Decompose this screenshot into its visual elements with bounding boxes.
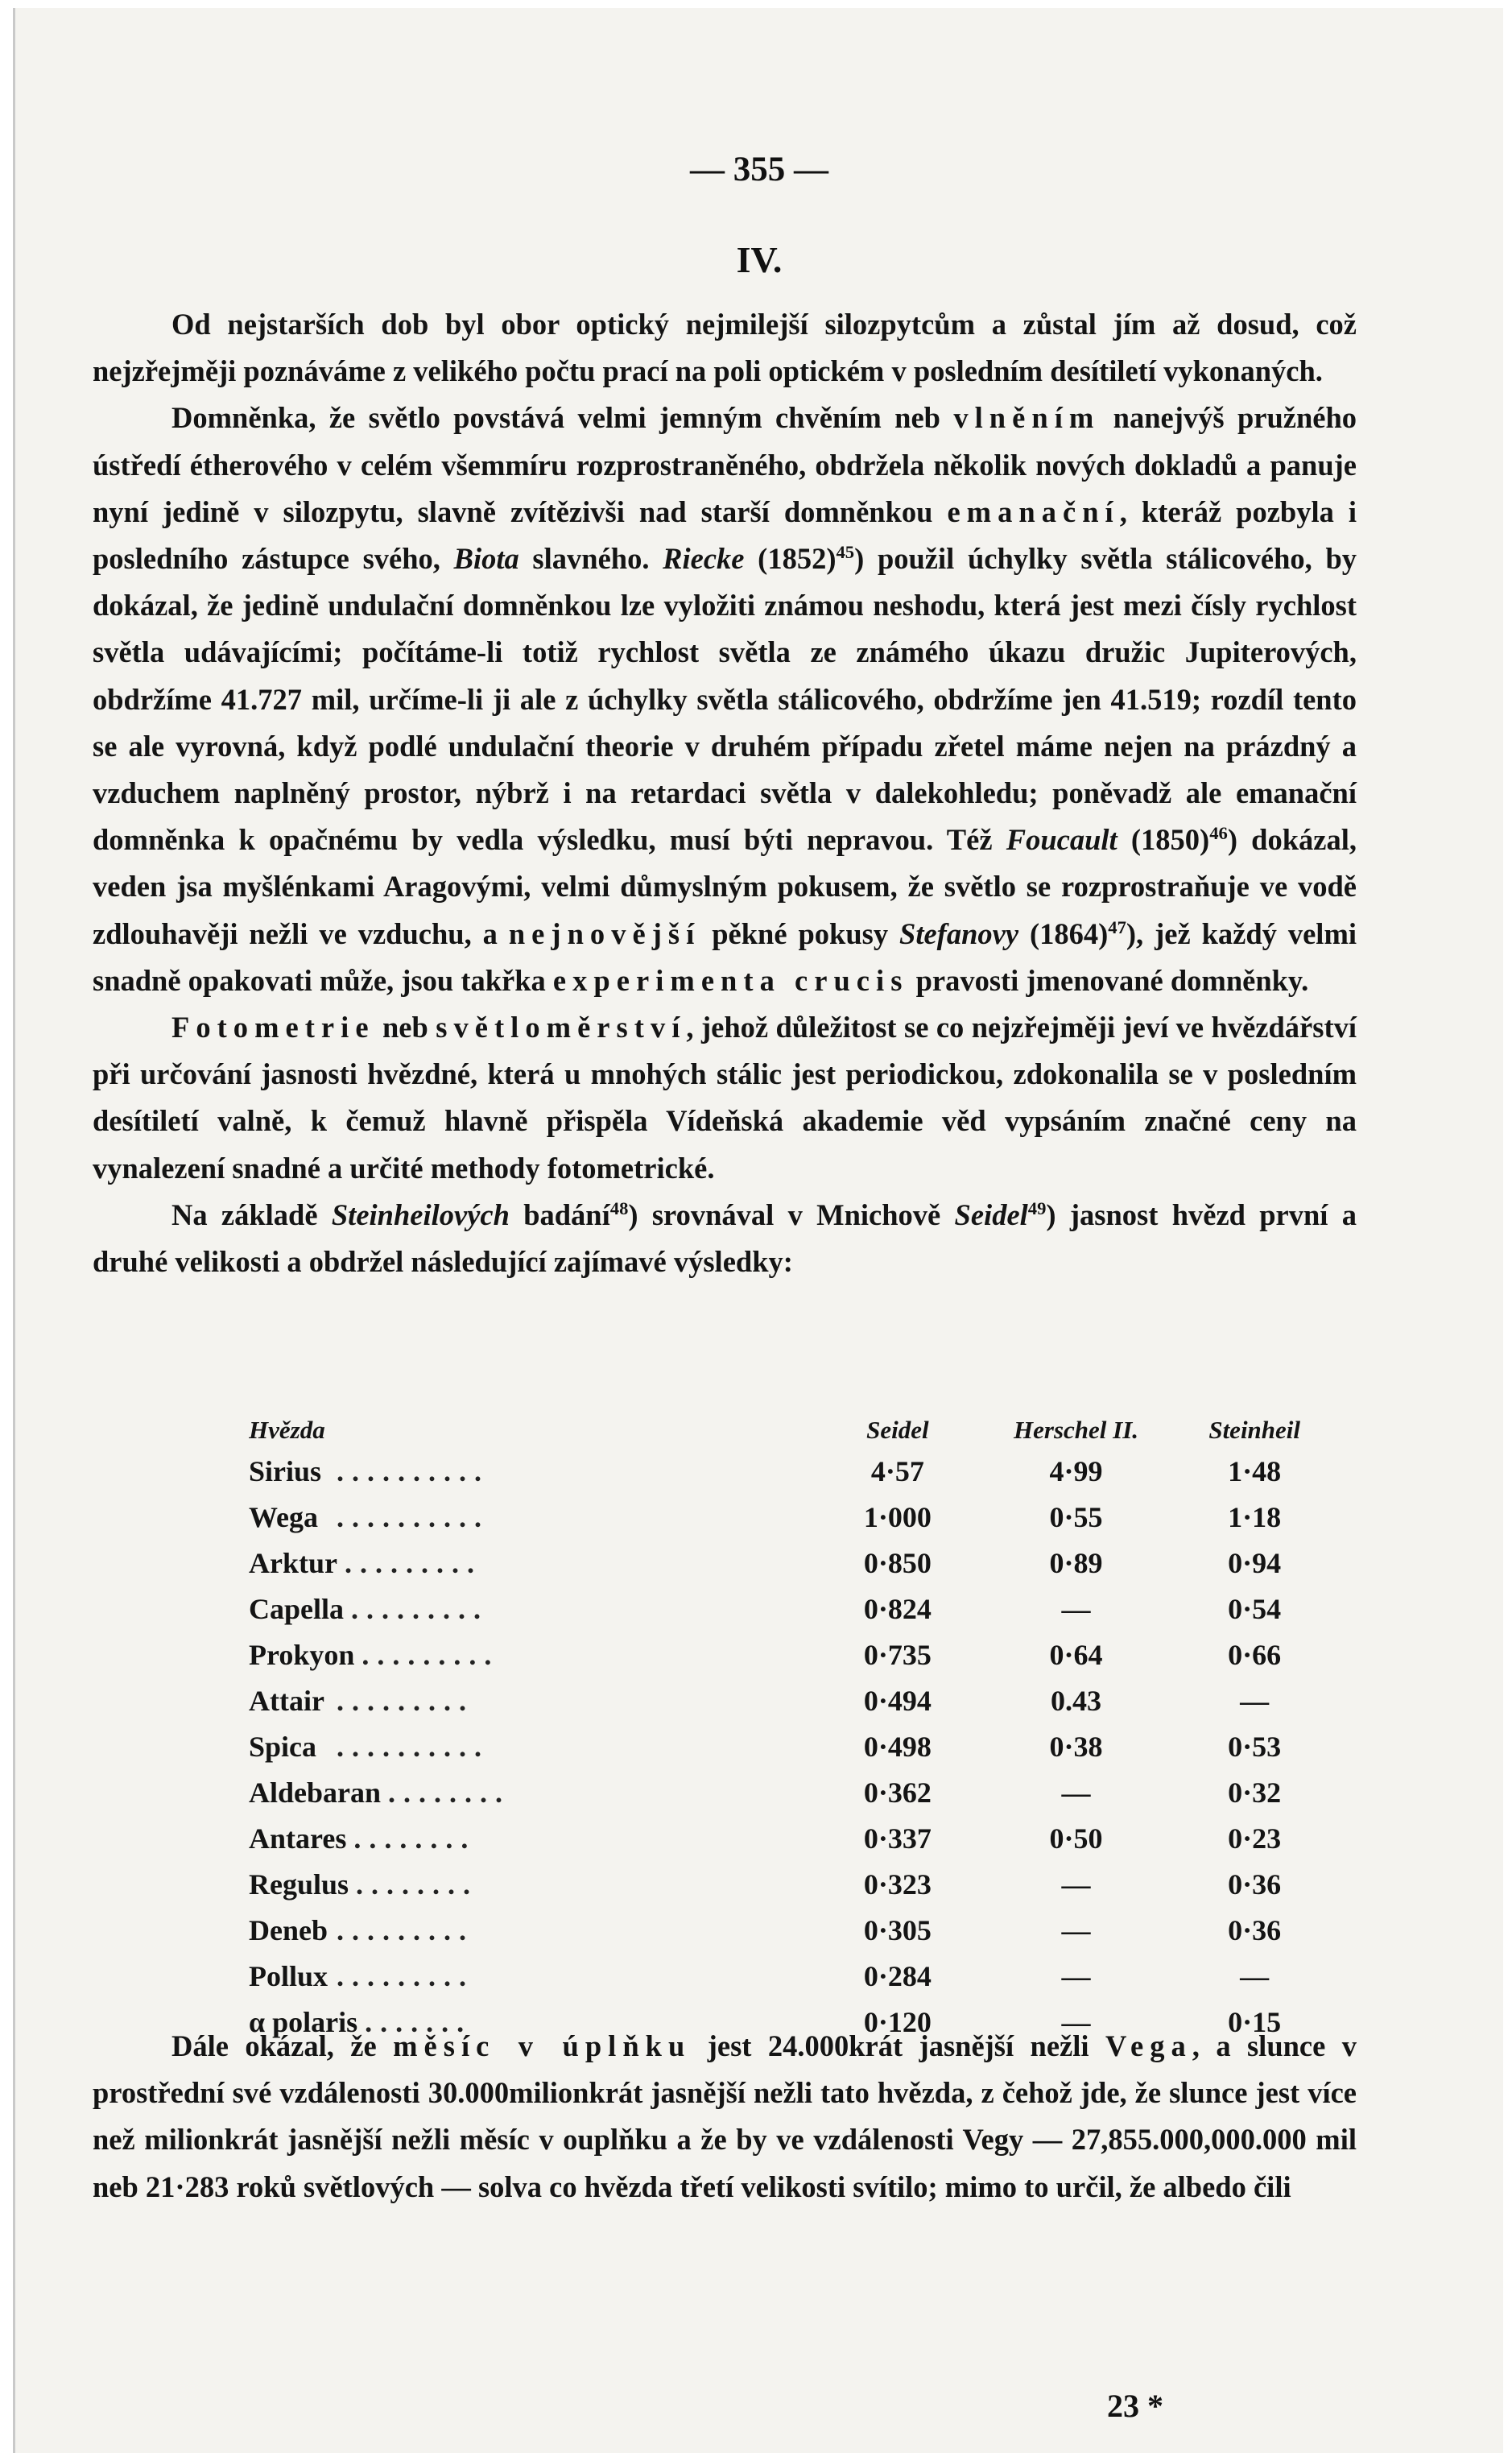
name-riecke: Riecke (663, 542, 745, 576)
chapter-heading: IV. (736, 239, 783, 280)
herschel-value: 0·64 (1049, 1638, 1103, 1671)
leader-dots: .......... (337, 1454, 490, 1487)
seidel-value: 0·337 (863, 1822, 932, 1855)
paragraph-5: Dále okázal, že měsíc v úplňku jest 24.000krát jasnější nežli Vega, a slunce v prostřední své vzdálenosti 30.000milionkrát jasnější nežli tato hvězda, z čehož jde, že slunce jest více než milionkrát jasnější nežli měsíc v ouplňku a že by ve vzdálenosti Vegy — 27,855.000,000.000 mil neb 21·283 roků světlových — solva co hvězda třetí velikosti svítilo; mimo to určil, že albedo čili (93, 2029, 1357, 2203)
book-page (13, 8, 1503, 2453)
herschel-value: — (1061, 1592, 1091, 1625)
seidel-value: 1·000 (863, 1500, 932, 1533)
star-name: Arktur (249, 1546, 337, 1579)
steinheil-value: 0·53 (1228, 1730, 1282, 1763)
table-row (249, 1632, 1344, 1677)
table-row (249, 1677, 1344, 1723)
star-name-cell (249, 1907, 808, 1953)
name-biot: Biota (453, 542, 519, 576)
leader-dots: ......... (361, 1638, 500, 1671)
steinheil-value: 1·48 (1228, 1454, 1282, 1487)
body-text-top (93, 301, 1357, 1285)
star-name-cell (249, 1632, 808, 1677)
name-stefan: Stefanovy (899, 916, 1019, 950)
spaced-term: emanační (947, 494, 1120, 528)
star-name: Pollux (249, 1959, 328, 1992)
star-name-cell (249, 1861, 808, 1907)
steinheil-value: — (1240, 1684, 1270, 1717)
paragraph-3: Fotometrie neb světloměrství, jehož důležitost se co nejzřejměji jeví ve hvězdářství při určování jasnosti hvězdné, která u mnohých stálic jest periodickou, zdokonalila se v posledním desítiletí valně, k čemuž hlavně přispěla Vídeňská akademie věd vypsáním značné ceny na vynalezení snadné a určité methody fotometrické. (93, 1011, 1357, 1185)
seidel-value: 4·57 (870, 1454, 924, 1487)
star-name: Sirius (249, 1454, 322, 1487)
star-name-cell (249, 1953, 808, 1999)
seidel-value: 0·323 (863, 1867, 932, 1901)
seidel-value: 0·120 (863, 2005, 932, 2038)
steinheil-value: — (1240, 1959, 1270, 1992)
star-name: α polaris (249, 2005, 358, 2038)
leader-dots: ......... (337, 1959, 474, 1992)
star-name-cell (249, 1448, 808, 1494)
steinheil-value: 0·15 (1228, 2005, 1282, 2038)
table-row (249, 1448, 1344, 1494)
leader-dots: ........ (388, 1776, 511, 1809)
herschel-value: — (1061, 1959, 1091, 1992)
name-seidel: Seidel (954, 1197, 1028, 1231)
table-row (249, 1907, 1344, 1953)
herschel-value: 0·55 (1049, 1500, 1103, 1533)
star-name: Antares (249, 1822, 347, 1855)
paragraph-4: Na základě Steinheilových badání$^{48}$) srovnával v Mnichově Seidel$^{49}$) jasnost hvězd první a druhé velikosti a obdržel následující zajímavé výsledky: (93, 1197, 1357, 1279)
table-header (249, 1412, 1344, 1448)
table-row (249, 1723, 1344, 1769)
spaced-term: Vega (1105, 2029, 1192, 2062)
leader-dots: ....... (365, 2005, 473, 2038)
herschel-value: — (1061, 1867, 1091, 1901)
printer-signature: 23 * (1107, 2388, 1163, 2424)
table-row (249, 1861, 1344, 1907)
star-name-cell (249, 1586, 808, 1632)
page-number: — 355 — (690, 151, 828, 188)
herschel-value: 0·38 (1049, 1730, 1103, 1763)
herschel-value: — (1061, 1776, 1091, 1809)
steinheil-value: 0·54 (1228, 1592, 1282, 1625)
herschel-value: 0.43 (1051, 1684, 1102, 1717)
table-row (249, 1494, 1344, 1540)
footnote-ref: 47 (1108, 916, 1126, 937)
steinheil-value: 1·18 (1228, 1500, 1282, 1533)
herschel-value: 4·99 (1049, 1454, 1103, 1487)
steinheil-value: 0·23 (1228, 1822, 1282, 1855)
leader-dots: ......... (337, 1684, 474, 1717)
herschel-value: — (1061, 2005, 1091, 2038)
seidel-value: 0·284 (863, 1959, 932, 1992)
table-row (249, 1586, 1344, 1632)
leader-dots: ......... (345, 1546, 482, 1579)
spaced-term: vlněním (953, 401, 1101, 435)
spaced-term: nejnovější (508, 916, 701, 950)
paragraph-1: Od nejstarších dob byl obor optický nejmilejší silozpytcům a zůstal jím až dosud, což nejzřejměji poznáváme z velikého počtu prací na poli optickém v posledním desítiletí vykonaných. (93, 308, 1357, 388)
star-name: Spica (249, 1730, 317, 1763)
leader-dots: ........ (356, 1867, 479, 1901)
leader-dots: ......... (337, 1913, 474, 1946)
star-name: Attair (249, 1684, 324, 1717)
leader-dots: ........ (353, 1822, 477, 1855)
table-row (249, 1540, 1344, 1586)
spaced-term: světloměrství (436, 1011, 687, 1044)
brightness-table (249, 1412, 1344, 2045)
star-name-cell (249, 1677, 808, 1723)
footnote-ref: 46 (1209, 823, 1228, 844)
spaced-term: měsíc v úplňku (393, 2029, 692, 2062)
col-header-steinheil: Steinheil (1208, 1416, 1301, 1444)
footnote-ref: 48 (609, 1197, 629, 1218)
star-name: Capella (249, 1592, 345, 1625)
steinheil-value: 0·36 (1228, 1867, 1282, 1901)
seidel-value: 0·305 (863, 1913, 932, 1946)
star-name: Aldebaran (249, 1776, 382, 1809)
steinheil-value: 0·36 (1228, 1913, 1282, 1946)
star-name-cell (249, 1723, 808, 1769)
col-header-seidel: Seidel (866, 1416, 929, 1444)
spaced-term: experimenta crucis (552, 963, 909, 997)
star-name-cell (249, 1494, 808, 1540)
table-row (249, 1815, 1344, 1861)
steinheil-value: 0·94 (1228, 1546, 1282, 1579)
seidel-value: 0·494 (863, 1684, 932, 1717)
footnote-ref: 49 (1027, 1197, 1047, 1218)
herschel-value: 0·89 (1049, 1546, 1103, 1579)
table-row (249, 1769, 1344, 1815)
footnote-ref: 45 (836, 541, 855, 562)
star-name-cell (249, 1769, 808, 1815)
leader-dots: ......... (351, 1592, 490, 1625)
seidel-value: 0·498 (863, 1730, 932, 1763)
seidel-value: 0·362 (863, 1776, 932, 1809)
col-header-herschel: Herschel II. (1014, 1416, 1139, 1444)
name-foucault: Foucault (1006, 823, 1117, 857)
leader-dots: .......... (337, 1730, 490, 1763)
table-row (249, 1953, 1344, 1999)
steinheil-value: 0·66 (1228, 1638, 1282, 1671)
star-name-cell (249, 1815, 808, 1861)
herschel-value: 0·50 (1049, 1822, 1103, 1855)
col-header-star: Hvězda (249, 1416, 325, 1444)
paragraph-2: Domněnka, že světlo povstává velmi jemným chvěním neb vlněním nanejvýš pružného ústředí étherového v celém všemmíru rozprostraněného, obdržela několik nových dokladů a panuje nyní jedině v silozpytu, slavně zvítězivši nad starší domněnkou emanační, kteráž pozbyla i posledního zástupce svého, Biota slavného. Riecke $(1852)^{45}$) použil úchylky světla stálicového, by dokázal, že jedině undulační domněnkou lze vyložiti známou neshodu, která jest mezi čísly rychlost světla udávajícími; počítáme-li totiž rychlost světla ze známého úkazu družic Jupiterových, obdržíme 41.727 mil, určíme-li ji ale z úchylky světla stálicového, obdržíme jen 41.519; rozdíl tento se ale vyrovná, když podlé undulační theorie v druhém případu zřetel máme nejen na prázdný a vzduchem naplněný prostor, nýbrž i na retardaci světla v dalekohledu; poněvadž ale emanační domněnka k opačnému by vedla výsledku, musí býti nepravou. Též Foucault $(1850)^{46}$) dokázal, veden jsa myšlénkami Aragovými, velmi důmyslným pokusem, že světlo se rozprostraňuje ve vodě zdlouhavěji nežli ve vzduchu, a nejnovější pěkné pokusy Stefanovy $(1864)^{47}$), jež každý velmi snadně opakovati může, jsou takřka experimenta crucis pravosti jmenované domněnky. (93, 401, 1357, 997)
herschel-value: — (1061, 1913, 1091, 1946)
body-text-bottom (93, 2023, 1357, 2211)
seidel-value: 0·824 (863, 1592, 932, 1625)
star-name: Wega (249, 1500, 318, 1533)
star-name: Prokyon (249, 1638, 355, 1671)
star-name: Regulus (249, 1867, 349, 1901)
star-name: Deneb (249, 1913, 328, 1946)
seidel-value: 0·850 (863, 1546, 932, 1579)
spaced-term: Fotometrie (171, 1011, 375, 1044)
leader-dots: .......... (337, 1500, 490, 1533)
name-steinheil: Steinheilových (331, 1197, 510, 1231)
seidel-value: 0·735 (863, 1638, 932, 1671)
steinheil-value: 0·32 (1228, 1776, 1282, 1809)
star-name-cell (249, 1540, 808, 1586)
